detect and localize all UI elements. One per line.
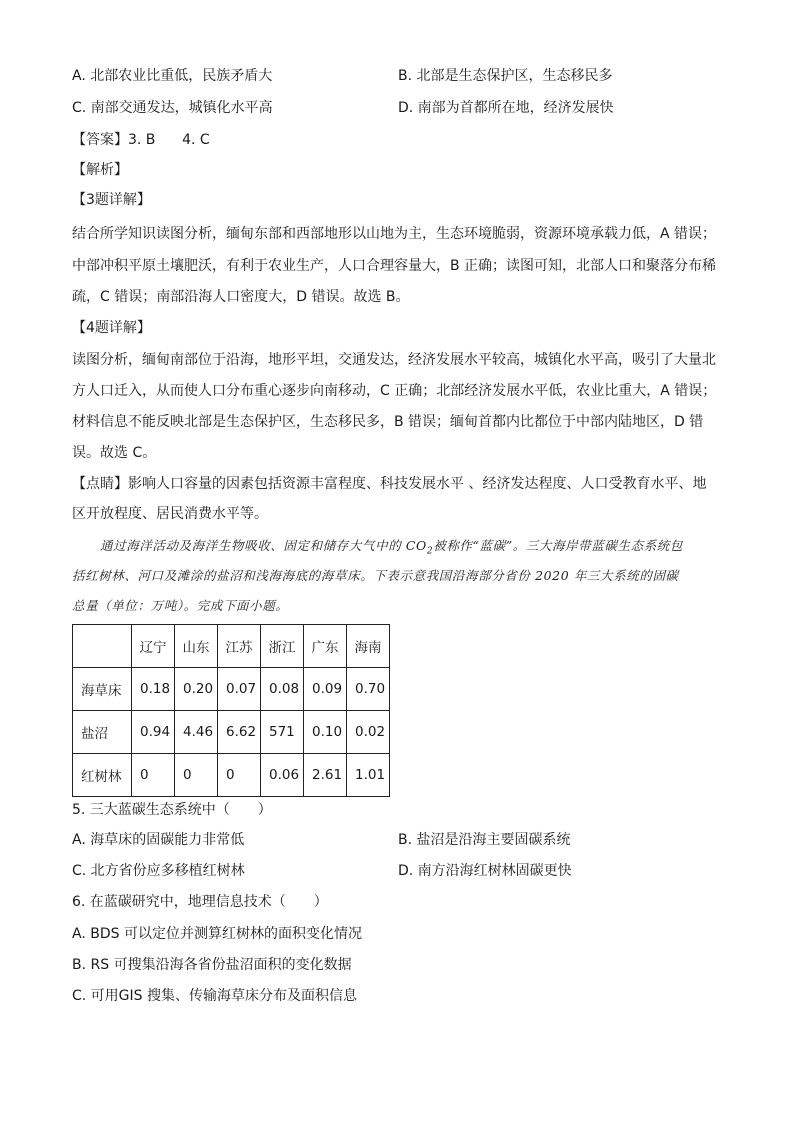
q3-line-2: 中部冲积平原土壤肥沃，有利于农业生产，人口合理容量大，B 正确；读图可知，北部人口和聚落分布稀 xyxy=(72,258,717,274)
q4-line-1: 读图分析，缅甸南部位于沿海，地形平坦，交通发达，经济发展水平较高，城镇化水平高，吸引了大量北 xyxy=(72,352,716,368)
passage-text-1a: 通过海洋活动及海洋生物吸收、固定和储存大气中的 CO xyxy=(100,538,427,553)
table-cell: 0.02 xyxy=(347,711,390,754)
answer-label: 【答案】 xyxy=(72,132,128,148)
q34-option-b: B. 北部是生态保护区，生态移民多 xyxy=(398,68,613,84)
tip-label: 【点睛】 xyxy=(72,476,128,492)
q3-line-1: 结合所学知识读图分析，缅甸东部和西部地形以山地为主，生态环境脆弱，资源环境承载力低，A 错误； xyxy=(72,226,717,242)
tip-text-1: 影响人口容量的因素包括资源丰富程度、科技发展水平 、经济发达程度、人口受教育水平、地 xyxy=(128,476,707,492)
q34-option-c: C. 南部交通发达，城镇化水平高 xyxy=(72,100,273,116)
passage-line-1 xyxy=(100,536,750,562)
passage-line-2: 括红树林、河口及滩涂的盐沼和浅海海底的海草床。下表示意我国沿海部分省份 2020 年三大系统的固碳 xyxy=(72,568,679,583)
table-cell: 0.10 xyxy=(304,711,347,754)
table-cell: 0.06 xyxy=(261,754,304,797)
table-cell: 0.20 xyxy=(175,668,218,711)
q3-line-3: 疏，C 错误；南部沿海人口密度大，D 错误。故选 B。 xyxy=(72,289,410,305)
q5-option-d: D. 南方沿海红树林固碳更快 xyxy=(398,863,572,879)
tip-line-1 xyxy=(72,474,706,494)
table-row xyxy=(73,668,390,711)
q34-option-d: D. 南部为首都所在地，经济发展快 xyxy=(398,100,614,116)
row-header: 红树林 xyxy=(73,754,132,797)
table-cell: 0 xyxy=(175,754,218,797)
col-header: 海南 xyxy=(347,625,390,668)
q5-option-a: A. 海草床的固碳能力非常低 xyxy=(72,832,245,848)
passage-text-1b: 被称作“蓝碳”。三大海岸带蓝碳生态系统包 xyxy=(433,538,684,553)
answer-line xyxy=(72,130,210,150)
table-header-row xyxy=(73,625,390,668)
table-cell: 0 xyxy=(218,754,261,797)
table-cell: 0 xyxy=(132,754,175,797)
table-cell: 0.07 xyxy=(218,668,261,711)
table-corner xyxy=(73,625,132,668)
table-cell: 0.18 xyxy=(132,668,175,711)
q6-stem: 6. 在蓝碳研究中，地理信息技术（ ） xyxy=(72,894,328,910)
row-header: 海草床 xyxy=(73,668,132,711)
q5-option-b: B. 盐沼是沿海主要固碳系统 xyxy=(398,832,571,848)
q34-option-a: A. 北部农业比重低，民族矛盾大 xyxy=(72,68,273,84)
q5-stem: 5. 三大蓝碳生态系统中（ ） xyxy=(72,802,272,818)
col-header: 山东 xyxy=(175,625,218,668)
table-row xyxy=(73,711,390,754)
q6-option-b: B. RS 可搜集沿海各省份盐沼面积的变化数据 xyxy=(72,957,352,973)
col-header: 辽宁 xyxy=(132,625,175,668)
q5-option-c: C. 北方省份应多移植红树林 xyxy=(72,863,245,879)
table-cell: 0.09 xyxy=(304,668,347,711)
table-cell: 571 xyxy=(261,711,304,754)
q4-line-4: 误。故选 C。 xyxy=(72,445,157,461)
col-header: 江苏 xyxy=(218,625,261,668)
col-header: 浙江 xyxy=(261,625,304,668)
q6-option-a: A. BDS 可以定位并测算红树林的面积变化情况 xyxy=(72,926,362,942)
table-cell: 2.61 xyxy=(304,754,347,797)
table-cell: 4.46 xyxy=(175,711,218,754)
table-cell: 1.01 xyxy=(347,754,390,797)
table-cell: 0.08 xyxy=(261,668,304,711)
q4-line-2: 方人口迁入，从而使人口分布重心逐步向南移动，C 正确；北部经济发展水平低，农业比重大，A 错误； xyxy=(72,383,717,399)
passage-co2-subscript: 2 xyxy=(426,546,434,557)
col-header: 广东 xyxy=(304,625,347,668)
answer-value: 3. B 4. C xyxy=(128,132,210,148)
table-cell: 0.94 xyxy=(132,711,175,754)
q4-label: 【4题详解】 xyxy=(72,320,151,336)
carbon-table xyxy=(72,624,390,797)
table-cell: 0.70 xyxy=(347,668,390,711)
table-cell: 6.62 xyxy=(218,711,261,754)
q3-label: 【3题详解】 xyxy=(72,192,151,208)
q4-line-3: 材料信息不能反映北部是生态保护区，生态移民多，B 错误；缅甸首都内比都位于中部内陆地区，D 错 xyxy=(72,414,704,430)
analysis-label: 【解析】 xyxy=(72,162,128,178)
q6-option-c: C. 可用GIS 搜集、传输海草床分布及面积信息 xyxy=(72,988,357,1004)
table-row xyxy=(73,754,390,797)
passage-line-3: 总量（单位：万吨）。完成下面小题。 xyxy=(72,598,289,613)
row-header: 盐沼 xyxy=(73,711,132,754)
tip-line-2: 区开放程度、居民消费水平等。 xyxy=(72,506,268,522)
